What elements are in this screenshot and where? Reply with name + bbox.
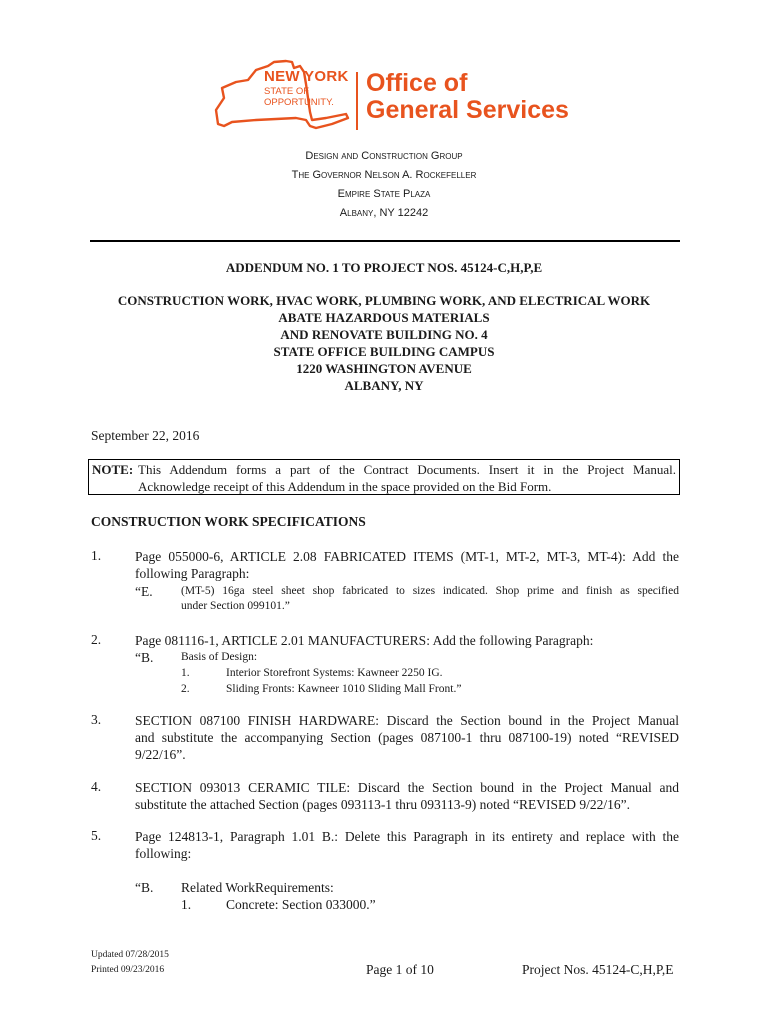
document-date: September 22, 2016	[91, 428, 200, 443]
project-line-5: 1220 WASHINGTON AVENUE	[296, 361, 472, 376]
addendum-title: ADDENDUM NO. 1 TO PROJECT NOS. 45124-C,H,P,E	[225, 260, 543, 275]
item-5-number: 5.	[91, 828, 102, 843]
item-4-number: 4.	[91, 779, 102, 794]
footer-updated: Updated 07/28/2015	[91, 950, 169, 960]
item-2-subitem-1-text: Interior Storefront Systems: Kawneer 2250 IG.	[226, 667, 443, 679]
item-1-line1: Page 055000-6, ARTICLE 2.08 FABRICATED ITEMS (MT-1, MT-2, MT-3, MT-4): Add the	[135, 549, 679, 564]
header-line4: Albany, NY 12242	[339, 207, 429, 219]
section-heading: CONSTRUCTION WORK SPECIFICATIONS	[91, 514, 366, 529]
item-2-sub-line1: Basis of Design:	[181, 651, 258, 663]
item-5-sub-line1: Related WorkRequirements:	[181, 880, 334, 895]
project-line-3: AND RENOVATE BUILDING NO. 4	[280, 327, 488, 342]
item-5-subitem-1-num: 1.	[181, 897, 192, 912]
note-box	[88, 459, 680, 495]
project-line-4: STATE OFFICE BUILDING CAMPUS	[273, 344, 495, 359]
footer-printed: Printed 09/23/2016	[91, 965, 165, 975]
header-line3: Empire State Plaza	[337, 188, 431, 200]
item-5-line1: Page 124813-1, Paragraph 1.01 B.: Delete this Paragraph in its entirety and replace with the	[135, 829, 679, 844]
item-5-subitem-1-text: Concrete: Section 033000.”	[226, 897, 376, 912]
item-3-line1: SECTION 087100 FINISH HARDWARE: Discard the Section bound in the Project Manual	[135, 713, 679, 728]
item-5-sub-letter: “B.	[135, 880, 154, 895]
header-line1: Design and Construction Group	[305, 150, 463, 162]
ny-logo-line3: OPPORTUNITY.	[264, 97, 334, 108]
item-1-sub-line1: (MT-5) 16ga steel sheet shop fabricated to sizes indicated. Shop prime and finish as specified	[181, 585, 679, 597]
project-line-6: ALBANY, NY	[344, 378, 424, 393]
item-5-line2: following:	[135, 846, 192, 861]
header-line2: The Governor Nelson A. Rockefeller	[291, 169, 477, 181]
item-4-line1: SECTION 093013 CERAMIC TILE: Discard the Section bound in the Project Manual and	[135, 780, 679, 795]
header-rule	[90, 240, 680, 242]
note-line2: Acknowledge receipt of this Addendum in the space provided on the Bid Form.	[138, 479, 552, 494]
item-1-sub-letter: “E.	[135, 584, 153, 599]
ogs-logo-line1: Office of	[366, 69, 468, 97]
footer-project-number: Project Nos. 45124-C,H,P,E	[522, 962, 674, 977]
ny-logo-line1: NEW YORK	[264, 68, 349, 85]
item-2-subitem-2-text: Sliding Fronts: Kawneer 1010 Sliding Mall Front.”	[226, 683, 462, 695]
item-2-line1: Page 081116-1, ARTICLE 2.01 MANUFACTURERS: Add the following Paragraph:	[135, 633, 594, 648]
item-4-line2: substitute the attached Section (pages 093113-1 thru 093113-9) noted “REVISED 9/22/16”.	[135, 797, 631, 812]
item-2-sub-letter: “B.	[135, 650, 154, 665]
item-3-line2: and substitute the accompanying Section (pages 087100-1 thru 087100-19) noted “REVISED	[135, 730, 679, 745]
footer-page-number: Page 1 of 10	[366, 962, 434, 977]
note-line1: This Addendum forms a part of the Contract Documents. Insert it in the Project Manual.	[138, 462, 676, 477]
project-line-2: ABATE HAZARDOUS MATERIALS	[278, 310, 490, 325]
item-1-line2: following Paragraph:	[135, 566, 250, 581]
ogs-logo	[196, 54, 576, 136]
item-3-line3: 9/22/16”.	[135, 747, 186, 762]
ogs-logo-line2: General Services	[366, 96, 569, 124]
item-1-number: 1.	[91, 548, 102, 563]
ny-logo-line2: STATE OF	[264, 86, 310, 97]
item-2-subitem-1-num: 1.	[181, 667, 190, 679]
item-2-subitem-2-num: 2.	[181, 683, 190, 695]
logo-divider	[356, 72, 358, 130]
item-3-number: 3.	[91, 712, 102, 727]
item-1-sub-line2: under Section 099101.”	[181, 600, 290, 612]
item-2-number: 2.	[91, 632, 102, 647]
note-label: NOTE:	[92, 462, 134, 477]
project-line-1: CONSTRUCTION WORK, HVAC WORK, PLUMBING WORK, AND ELECTRICAL WORK	[117, 293, 651, 308]
